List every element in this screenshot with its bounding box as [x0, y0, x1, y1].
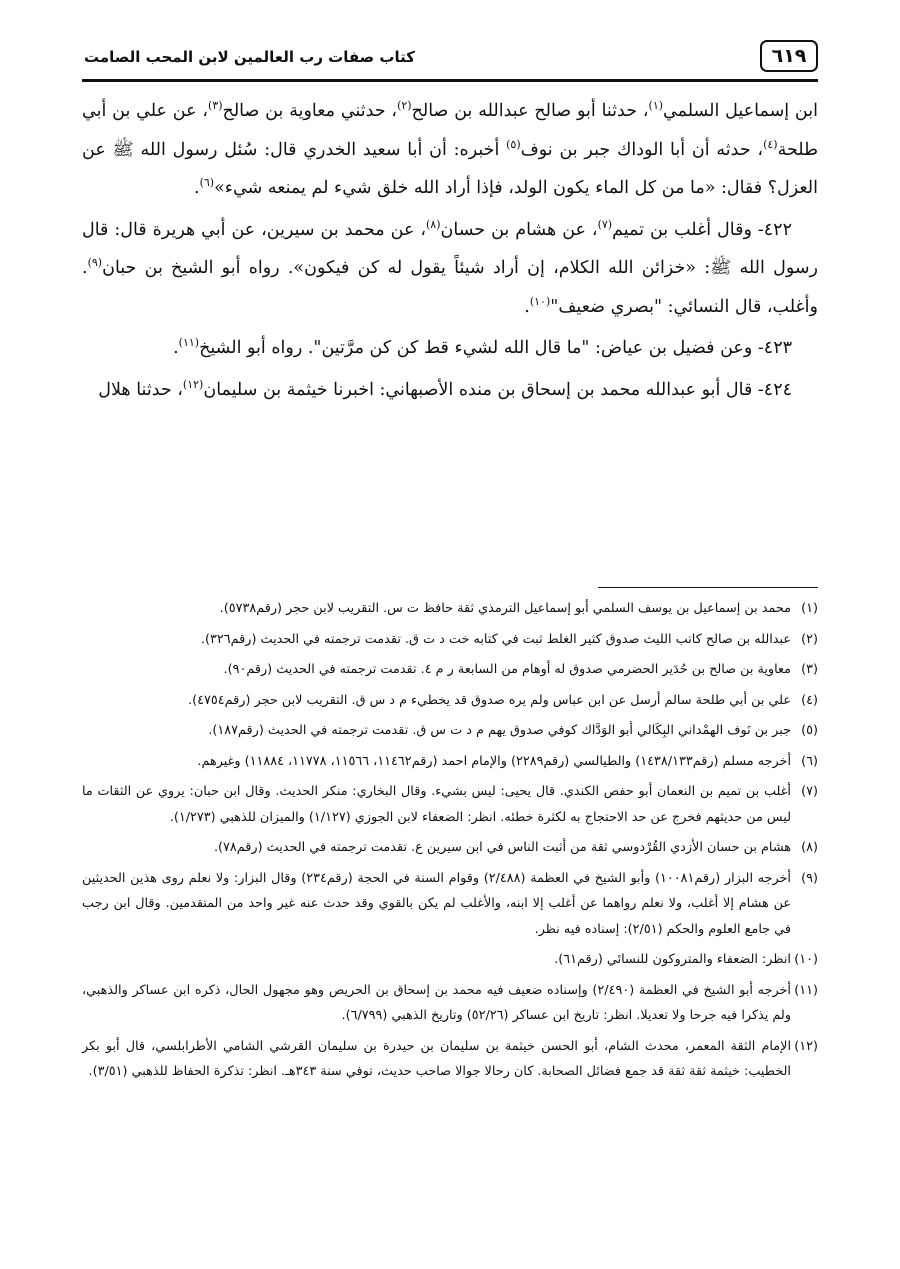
text-run: ٤٢٤- قال أبو عبدالله محمد بن إسحاق بن منده الأصبهاني: اخبرنا خيثمة بن سليمان	[203, 379, 792, 400]
text-run: ، حدثني معاوية بن صالح	[222, 101, 398, 121]
main-text	[82, 92, 818, 409]
footnote-number: (٢)	[801, 631, 818, 647]
text-run: ، عن محمد بن سيرين، عن أبي هريرة قال: قال رسول الله ﷺ: «خزائن الله الكلام، إن أراد شيئاً يقول له كن فيكون». رواه أبو الشيخ بن حبان	[82, 219, 818, 278]
footnote-ref-10: (١٠)	[529, 294, 551, 308]
footnote-number: (٩)	[801, 870, 818, 886]
page-header	[82, 40, 818, 82]
footnote-number: (١١)	[794, 982, 818, 998]
text-run: ، حدثه أن أبا الوداك جبر بن نوف	[520, 139, 764, 160]
text-run: .	[173, 338, 179, 358]
text-run: ٤٢٢- وقال أغلب بن تميم	[612, 219, 792, 240]
footnote-5	[82, 718, 818, 744]
footnote-text: معاوية بن صالح بن حُدَير الحضرمي صدوق له أوهام من السابعة ر م ٤. تقدمت ترجمته في الحديث (رقم٩٠).	[223, 662, 791, 677]
footnote-number: (١)	[801, 601, 818, 616]
footnote-ref-9: (٩)	[87, 256, 103, 270]
footnote-ref-5: (٥)	[506, 137, 521, 151]
paragraph-422	[82, 211, 818, 327]
footnote-number: (٣)	[801, 662, 818, 677]
text-run: ، عن هشام بن حسان	[440, 219, 598, 240]
footnote-ref-12: (١٢)	[182, 377, 204, 391]
footnote-text: أغلب بن تميم بن النعمان أبو حفص الكندي. قال يحيى: ليس بشيء. وقال البخاري: منكر الحديث. وقال ابن حبان: يروي عن الثقات ما ليس من حديثهم فخرج عن حد الاحتجاج به لكثرة خطئه. انظر: الضعفاء لابن الجوزي (١/١٢٧) والميزان للذهبي (١/٢٧٣).	[82, 784, 791, 825]
footnote-3	[82, 657, 818, 683]
footnote-ref-7: (٧)	[597, 217, 613, 231]
footnote-8	[82, 835, 818, 861]
text-run: ، حدثنا هلال	[98, 379, 183, 400]
footnote-4	[82, 688, 818, 714]
text-run: أخبره: أن أبا سعيد الخدري قال: سُئل رسول الله ﷺ عن العزل؟ فقال: «ما من كل الماء يكون الولد، فإذا أراد الله خلق شيء لم يمنعه شيء»	[82, 139, 818, 198]
footnote-12	[82, 1034, 818, 1085]
footnote-number: (٦)	[801, 753, 818, 769]
text-run: .	[193, 178, 200, 198]
paragraph-423	[82, 329, 818, 368]
footnote-separator	[598, 587, 818, 588]
paragraph-424	[82, 371, 818, 410]
footnote-number: (١٢)	[794, 1038, 818, 1054]
footnote-text: محمد بن إسماعيل بن يوسف السلمي أبو إسماعيل الترمذي ثقة حافظ ت س. التقريب لابن حجر (رقم٥٧٣٨).	[219, 601, 791, 616]
text-run: ٤٢٣- وعن فضيل بن عياض: "ما قال الله لشيء قط كن كن مرَّتين". رواه أبو الشيخ	[199, 338, 792, 358]
text-run: ابن إسماعيل السلمي	[663, 101, 818, 121]
footnote-ref-11: (١١)	[178, 336, 200, 350]
running-title: كتاب صفات رب العالمين لابن المحب الصامت	[84, 48, 415, 66]
paragraph-continued	[82, 92, 818, 208]
footnote-text: أخرجه البزار (رقم١٠٠٨١) وأبو الشيخ في العظمة (٢/٤٨٨) وقوام السنة في الحجة (رقم٢٣٤) وقال البزار: ولا نعلم روى هذين الحديثين عن هشام إلا أغلب، ولا نعلم رواهما عن أغلب إلا ابنه، والأغلب لم يكن بالقوي وقد حدث عنه غير واحد من المتقدمين. وقال ابن رجب في جامع العلوم والحكم (٢/٥١): إسناده فيه نظر.	[82, 870, 791, 937]
footnote-number: (٥)	[801, 723, 818, 738]
footnote-7	[82, 779, 818, 830]
footnote-text: أخرجه أبو الشيخ في العظمة (٢/٤٩٠) وإسناده ضعيف فيه محمد بن إسحاق بن الحريص وهو مجهول الحال، ذكره ابن عساكر والذهبي، ولم يذكرا فيه جرحا ولا تعديلا. انظر: تاريخ ابن عساكر (٥٢/٢٦) وتاريخ الذهبي (٦/٧٩٩).	[82, 982, 791, 1023]
footnote-text: هشام بن حسان الأزدي القُرْدوسي ثقة من أثبت الناس في ابن سيرين ع. تقدمت ترجمته في الحديث (رقم٧٨).	[213, 840, 791, 855]
footnote-1	[82, 596, 818, 622]
footnote-text: علي بن أبي طلحة سالم أرسل عن ابن عباس ولم يره صدوق قد يخطيء م د س ق. التقريب لابن حجر (رقم٤٧٥٤).	[188, 692, 791, 708]
text-run: ، حدثنا أبو صالح عبدالله بن صالح	[411, 101, 649, 121]
footnote-11	[82, 978, 818, 1029]
footnotes	[82, 596, 818, 1085]
footnote-ref-2: (٢)	[397, 99, 412, 113]
footnote-number: (٧)	[801, 784, 818, 799]
footnote-text: جبر بن نَوف الهمْداني البِكَالي أبو الوَدَّاك كوفي صدوق يهم م د ت س ق. تقدمت ترجمته في الحديث (رقم١٨٧).	[208, 723, 791, 738]
footnote-ref-4: (٤)	[763, 137, 778, 151]
text-run: .	[524, 296, 530, 317]
text-run: ، عن علي بن أبي طلحة	[82, 101, 818, 160]
text-run: . وأغلب، قال النسائي: "بصري ضعيف"	[82, 258, 818, 317]
footnote-number: (١٠)	[794, 952, 818, 967]
footnote-text: عبدالله بن صالح كاتب الليث صدوق كثير الغلط ثبت في كتابه خت د ت ق. تقدمت ترجمته في الحديث (رقم٣٢٦).	[200, 631, 791, 647]
footnote-text: انظر: الضعفاء والمتروكون للنسائي (رقم٦١).	[554, 952, 791, 967]
footnote-ref-3: (٣)	[208, 99, 223, 113]
header-rule	[82, 79, 818, 82]
footnote-ref-6: (٦)	[199, 176, 215, 190]
footnote-2	[82, 627, 818, 653]
footnote-10	[82, 947, 818, 973]
footnote-9	[82, 866, 818, 943]
footnote-number: (٤)	[801, 692, 818, 708]
footnote-ref-1: (١)	[648, 99, 664, 113]
page-number: ٦١٩	[760, 40, 818, 72]
footnote-number: (٨)	[801, 840, 818, 855]
footnote-6	[82, 749, 818, 775]
footnote-ref-8: (٨)	[426, 217, 441, 231]
footnote-text: الإمام الثقة المعمر، محدث الشام، أبو الحسن خيثمة بن سليمان بن حيدرة بن سليمان القرشي الشامي الأطرابلسي، قال أبو بكر الخطيب: خيثمة ثقة ثقة قد جمع فضائل الصحابة. كان رحالا جوالا صاحب حديث، توفي سنة ٣٤٣هـ. انظر: تذكرة الحفاظ للذهبي (٣/٥١).	[82, 1038, 791, 1079]
footnote-text: أخرجه مسلم (رقم١٤٣٨/١٣٣) والطيالسي (رقم٢٢٨٩) والإمام احمد (رقم١١٤٦٢، ١١٥٦٦، ١١٧٧٨، ١١٨٨٤) وغيرهم.	[197, 753, 791, 769]
